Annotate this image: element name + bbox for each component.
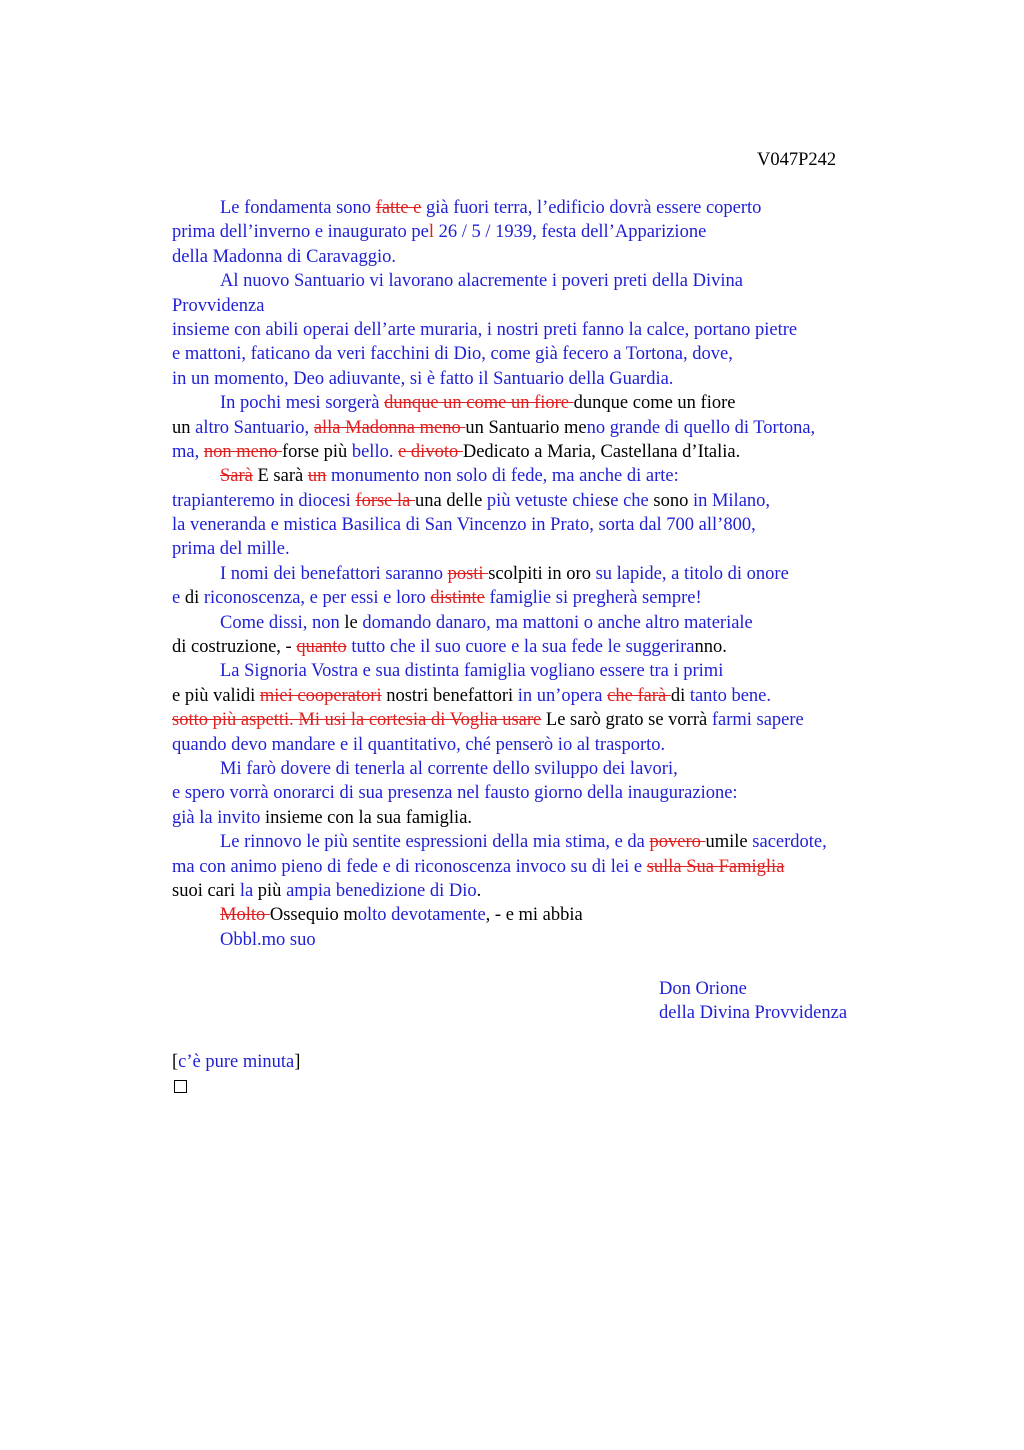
text-segment: Le fondamenta sono	[220, 198, 376, 218]
revised-text: di	[670, 685, 690, 706]
revised-text: E sarà	[252, 466, 308, 487]
deleted-text: fatte e	[375, 198, 422, 218]
letter-line	[172, 342, 912, 366]
letter-line	[172, 318, 912, 342]
text-segment: Provvidenza	[172, 295, 265, 316]
deleted-text: quanto	[296, 637, 347, 658]
corrected-text: l	[428, 222, 434, 243]
note-bracket-close: ]	[294, 1051, 301, 1072]
revised-text: Dedicato a Maria, Castellana d’Italia.	[462, 441, 741, 462]
letter-line	[172, 245, 912, 269]
text-segment: In pochi mesi sorgerà	[220, 393, 385, 414]
text-segment: la veneranda e mistica Basilica di San Vincenzo in Prato, sorta dal 700 all’800,	[172, 515, 756, 536]
text-segment: in un momento, Deo adiuvante, si è fatto il Santuario della Guardia.	[172, 368, 674, 389]
text-segment: riconoscenza, e per essi e loro	[203, 588, 431, 609]
letter-body	[172, 196, 912, 1098]
letter-line	[172, 903, 912, 927]
letter-line	[172, 537, 912, 561]
text-segment: prima del mille.	[172, 539, 290, 560]
letter-line	[172, 367, 912, 391]
revised-text: nostri benefattori	[381, 685, 518, 706]
deleted-text: dunque un come un fiore	[384, 393, 574, 414]
letter-line	[172, 220, 912, 244]
letter-line	[172, 830, 912, 854]
text-segment: ampia benedizione di Dio	[286, 880, 477, 901]
text-segment: sacerdote,	[752, 832, 827, 853]
letter-line	[172, 611, 912, 635]
text-segment: no grande di quello di Tortona,	[586, 417, 816, 438]
spacer	[172, 952, 912, 976]
text-segment: famiglie si pregherà sempre!	[484, 588, 702, 609]
text-segment: Le rinnovo le più sentite espressioni della mia stima, e da	[220, 832, 650, 853]
text-segment: Mi farò dovere di tenerla al corrente dello sviluppo dei lavori,	[220, 758, 678, 779]
letter-line	[172, 708, 912, 732]
letter-lines	[172, 196, 912, 952]
text-segment: ma con animo pieno di fede e di riconoscenza invoco su di lei e	[172, 856, 647, 877]
letter-line	[172, 416, 912, 440]
letter-line	[172, 269, 912, 293]
text-segment: e spero vorrà onorarci di sua presenza nel fausto giorno della inaugurazione:	[172, 783, 738, 804]
revised-text: un Santuario me	[465, 417, 587, 438]
text-segment: Come dissi, non	[220, 612, 345, 633]
text-segment: già la invito	[172, 807, 265, 828]
text-segment: insieme con abili operai dell’arte muraria, i nostri preti fanno la calce, portano pietre	[172, 319, 798, 340]
note-text: c’è pure minuta	[178, 1051, 295, 1072]
text-segment: bello.	[351, 441, 399, 462]
letter-line	[172, 562, 912, 586]
revised-text: Ossequio m	[269, 905, 358, 926]
text-segment: e che	[610, 490, 654, 511]
revised-text: sono	[653, 490, 693, 511]
text-segment: la	[239, 880, 258, 901]
revised-text: una delle	[415, 490, 487, 511]
revised-text: nno.	[694, 637, 727, 658]
revised-text: le	[344, 612, 363, 633]
letter-line	[172, 879, 912, 903]
letter-line	[172, 391, 912, 415]
deleted-text: che farà	[607, 685, 671, 706]
text-segment: e mattoni, faticano da veri facchini di Dio, come già fecero a Tortona, dove,	[172, 344, 733, 365]
deleted-text: sulla Sua Famiglia	[646, 856, 785, 877]
revised-text: dunque come un fiore	[573, 393, 736, 414]
revised-text: e più validi	[172, 685, 260, 706]
revised-text: .	[476, 880, 482, 901]
letter-line	[172, 659, 912, 683]
letter-line	[172, 684, 912, 708]
letter-line	[172, 781, 912, 805]
text-segment: tutto che il suo cuore e la sua fede le suggerira	[346, 637, 695, 658]
text-segment: tanto bene.	[689, 685, 771, 706]
letter-line	[172, 489, 912, 513]
text-segment: quando devo mandare e il quantitativo, ché penserò io al trasporto.	[172, 734, 666, 755]
text-segment: Obbl.mo suo	[220, 929, 316, 950]
revised-text: di	[184, 588, 204, 609]
revised-text: di costruzione, -	[172, 637, 297, 658]
revised-text: scolpiti in oro	[488, 563, 596, 584]
deleted-text: Molto	[220, 905, 270, 926]
inserted-text: s	[603, 490, 611, 511]
letter-line	[172, 928, 912, 952]
letter-line	[172, 855, 912, 879]
placeholder-box-line	[172, 1074, 912, 1098]
revised-text: un	[172, 417, 196, 438]
text-segment: trapianteremo in diocesi	[172, 490, 356, 511]
signature-name: Don Orione	[659, 978, 747, 999]
text-segment: su lapide, a titolo di onore	[595, 563, 789, 584]
deleted-text: miei cooperatori	[259, 685, 382, 706]
deleted-text: posti	[447, 563, 489, 584]
text-segment: più vetuste chie	[486, 490, 604, 511]
text-segment: prima dell’inverno e inaugurato pe	[172, 222, 429, 243]
revised-text: forse più	[281, 441, 352, 462]
deleted-text: sotto più aspetti. Mi usi la cortesia di Voglia usare	[172, 710, 542, 731]
revised-text: insieme con la sua famiglia.	[265, 807, 473, 828]
deleted-text: alla Madonna meno	[313, 417, 466, 438]
letter-line	[172, 757, 912, 781]
revised-text: Le sarò grato se vorrà	[541, 710, 712, 731]
letter-line	[172, 513, 912, 537]
text-segment: e	[172, 588, 185, 609]
note-bracket-open: [	[172, 1051, 179, 1072]
text-segment: già fuori terra, l’edificio dovrà essere coperto	[421, 198, 762, 218]
text-segment: Al nuovo Santuario vi lavorano alacremente i poveri preti della Divina	[220, 271, 743, 292]
deleted-text: un	[307, 466, 327, 487]
text-segment: farmi sapere	[711, 710, 804, 731]
revised-text: suoi cari	[172, 880, 240, 901]
text-segment: in un’opera	[517, 685, 608, 706]
text-segment: monumento non solo di fede, ma anche di arte:	[326, 466, 679, 487]
archival-note	[172, 1050, 912, 1074]
spacer	[172, 1025, 912, 1049]
text-segment: della Madonna di Caravaggio.	[172, 246, 396, 267]
revised-text: più	[257, 880, 287, 901]
letter-line	[172, 464, 912, 488]
signature-subtitle: della Divina Provvidenza	[659, 1002, 848, 1023]
deleted-text: povero	[649, 832, 706, 853]
deleted-text: Sarà	[220, 466, 253, 487]
letter-line	[172, 733, 912, 757]
deleted-text: distinte	[430, 588, 485, 609]
letter-line	[172, 586, 912, 610]
text-segment: 26 / 5 / 1939, festa dell’Apparizione	[434, 222, 707, 243]
text-segment: domando danaro, ma mattoni o anche altro materiale	[362, 612, 753, 633]
letter-line	[172, 806, 912, 830]
deleted-text: non meno	[203, 441, 282, 462]
text-segment: I nomi dei benefattori saranno	[220, 563, 448, 584]
deleted-text: e divoto	[398, 441, 463, 462]
letter-line	[172, 294, 912, 318]
letter-line	[172, 635, 912, 659]
letter-line	[172, 196, 912, 220]
text-segment: olto devotamente	[357, 905, 486, 926]
revised-text: , - e mi abbia	[485, 905, 583, 926]
deleted-text: forse la	[355, 490, 415, 511]
text-segment: altro Santuario,	[195, 417, 314, 438]
document-id: V047P242	[757, 150, 837, 170]
revised-text: umile	[705, 832, 753, 853]
text-segment: La Signoria Vostra e sua distinta famiglia vogliano essere tra i primi	[220, 661, 724, 682]
letter-line	[172, 440, 912, 464]
empty-box-icon	[174, 1080, 187, 1093]
text-segment: in Milano,	[692, 490, 771, 511]
text-segment: ma,	[172, 441, 204, 462]
